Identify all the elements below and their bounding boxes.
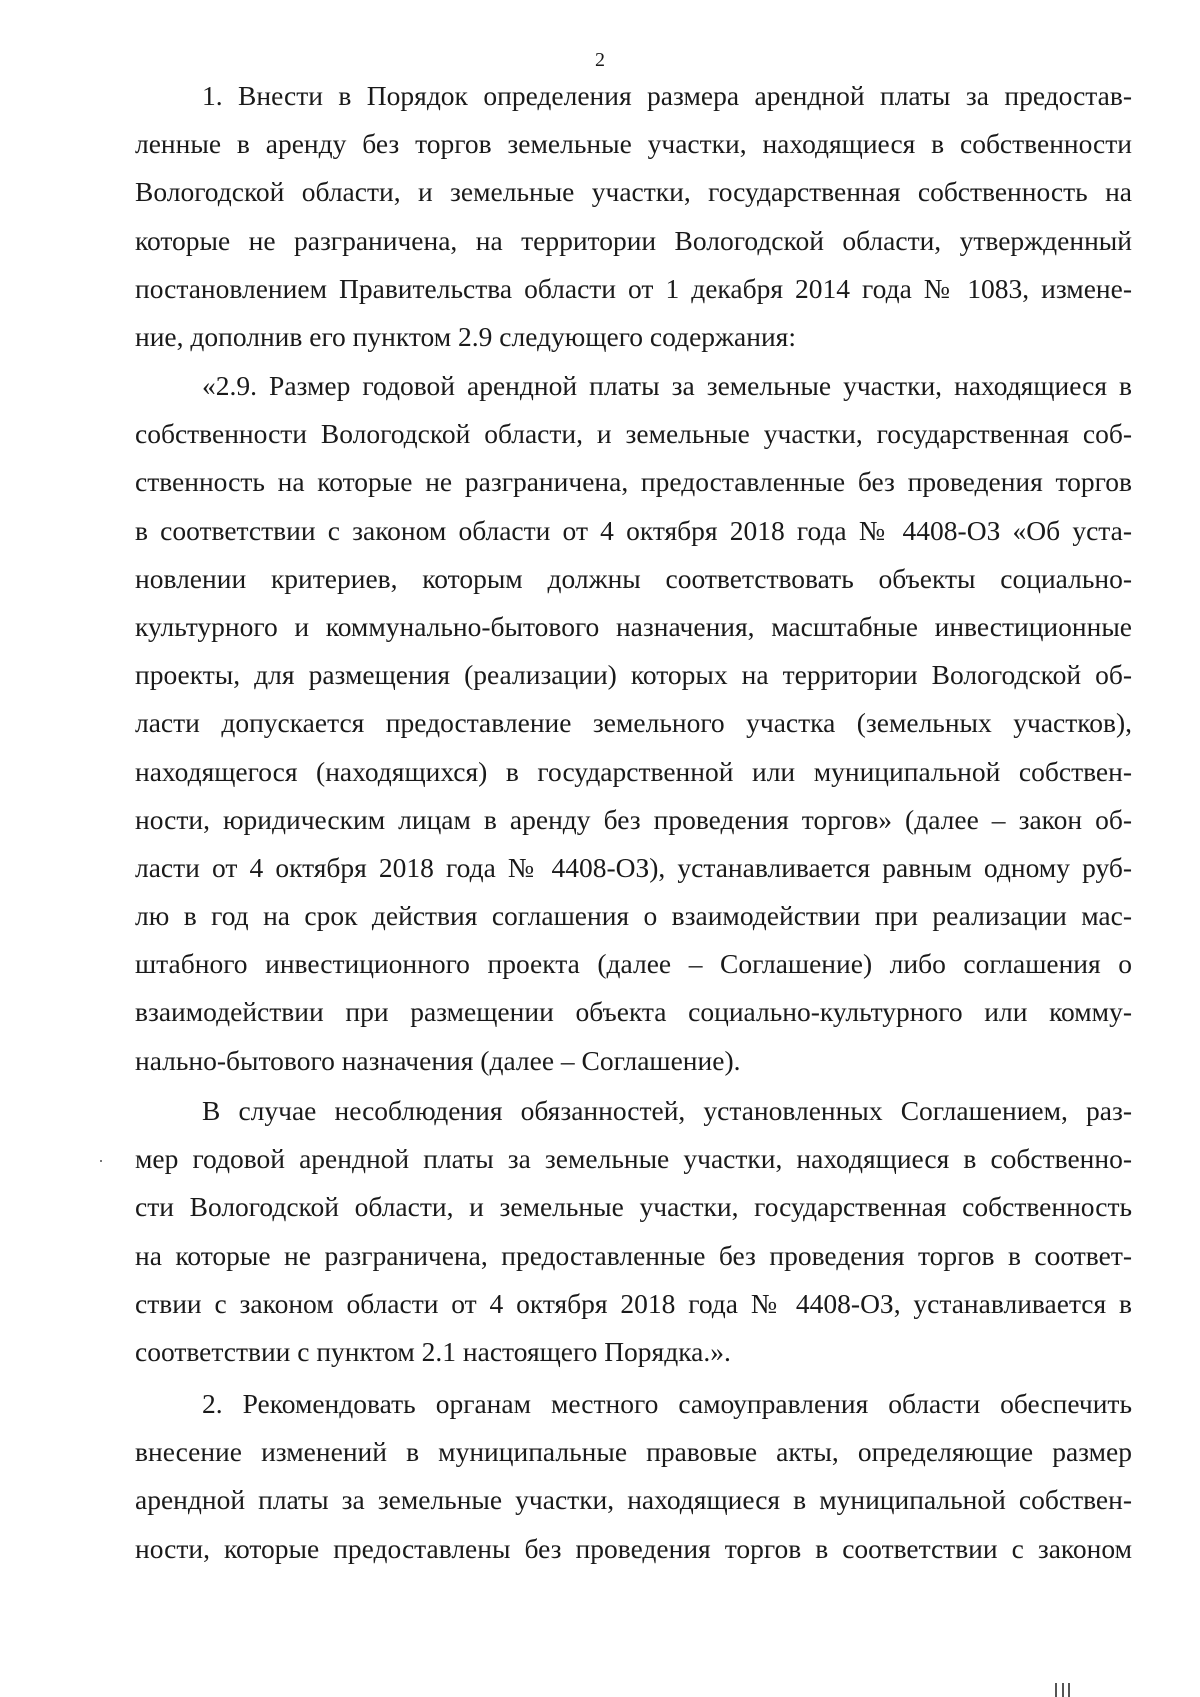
scan-mark [1055,1683,1057,1697]
text-line: 2. Рекомендовать органам местного самоуправления области обеспечить [202,1388,1132,1419]
text-line: собственности Вологодской области, и земельные участки, государственная соб- [135,418,1132,450]
text-line: на которые не разграничена, предоставленные без проведения торгов в соответ- [135,1239,1132,1271]
text-line: лю в год на срок действия соглашения о взаимодействии при реализации мас- [135,900,1132,932]
text-line: культурного и коммунально-бытового назначения, масштабные инвестиционные [135,610,1132,642]
text-line: внесение изменений в муниципальные правовые акты, определяющие размер [135,1436,1132,1468]
text-line: новлении критериев, которым должны соответствовать объекты социально- [135,562,1132,594]
text-line: соответствии с пунктом 2.1 настоящего Порядка.». [135,1335,731,1367]
paragraph-1 [135,72,1132,361]
text-line: в соответствии с законом области от 4 октября 2018 года № 4408-ОЗ «Об уста- [135,514,1132,546]
scan-speck [100,1160,102,1162]
text-line: постановлением Правительства области от 1 декабря 2014 года № 1083, измене- [135,272,1132,304]
scan-mark [1062,1683,1064,1697]
text-line: ние, дополнив его пунктом 2.9 следующего содержания: [135,320,796,352]
scan-mark [1068,1683,1070,1697]
text-line: нально-бытового назначения (далее – Соглашение). [135,1044,741,1076]
text-line: ственность на которые не разграничена, предоставленные без проведения торгов [135,466,1132,498]
paragraph-2 [135,362,1132,1085]
text-line: ласти от 4 октября 2018 года № 4408-ОЗ), устанавливается равным одному руб- [135,851,1132,883]
text-line: ствии с законом области от 4 октября 2018 года № 4408-ОЗ, устанавливается в [135,1287,1132,1319]
text-line: взаимодействии при размещении объекта социально-культурного или комму- [135,996,1132,1028]
text-line: находящегося (находящихся) в государственной или муниципальной собствен- [135,755,1132,787]
text-line: сти Вологодской области, и земельные участки, государственная собственность [135,1191,1132,1223]
text-line: арендной платы за земельные участки, находящиеся в муниципальной собствен- [135,1484,1132,1516]
text-line: которые не разграничена, на территории Вологодской области, утвержденный [135,224,1132,256]
text-line: 1. Внести в Порядок определения размера арендной платы за предостав- [202,80,1132,111]
text-line: ности, юридическим лицам в аренду без проведения торгов» (далее – закон об- [135,803,1132,835]
text-line: ласти допускается предоставление земельного участка (земельных участков), [135,707,1132,739]
text-line: Вологодской области, и земельные участки, государственная собственность на [135,176,1132,208]
text-line: ности, которые предоставлены без проведения торгов в соответствии с законом [135,1532,1132,1564]
text-line: проекты, для размещения (реализации) которых на территории Вологодской об- [135,659,1132,691]
text-line: штабного инвестиционного проекта (далее – Соглашение) либо соглашения о [135,948,1132,980]
text-line: В случае несоблюдения обязанностей, установленных Соглашением, раз- [202,1095,1132,1126]
paragraph-3 [135,1087,1132,1376]
text-line: ленные в аренду без торгов земельные участки, находящиеся в собственности [135,128,1132,160]
paragraph-4 [135,1380,1132,1573]
text-line: мер годовой арендной платы за земельные участки, находящиеся в собственно- [135,1143,1132,1175]
page-number: 2 [595,49,605,71]
text-line: «2.9. Размер годовой арендной платы за земельные участки, находящиеся в [202,370,1132,401]
